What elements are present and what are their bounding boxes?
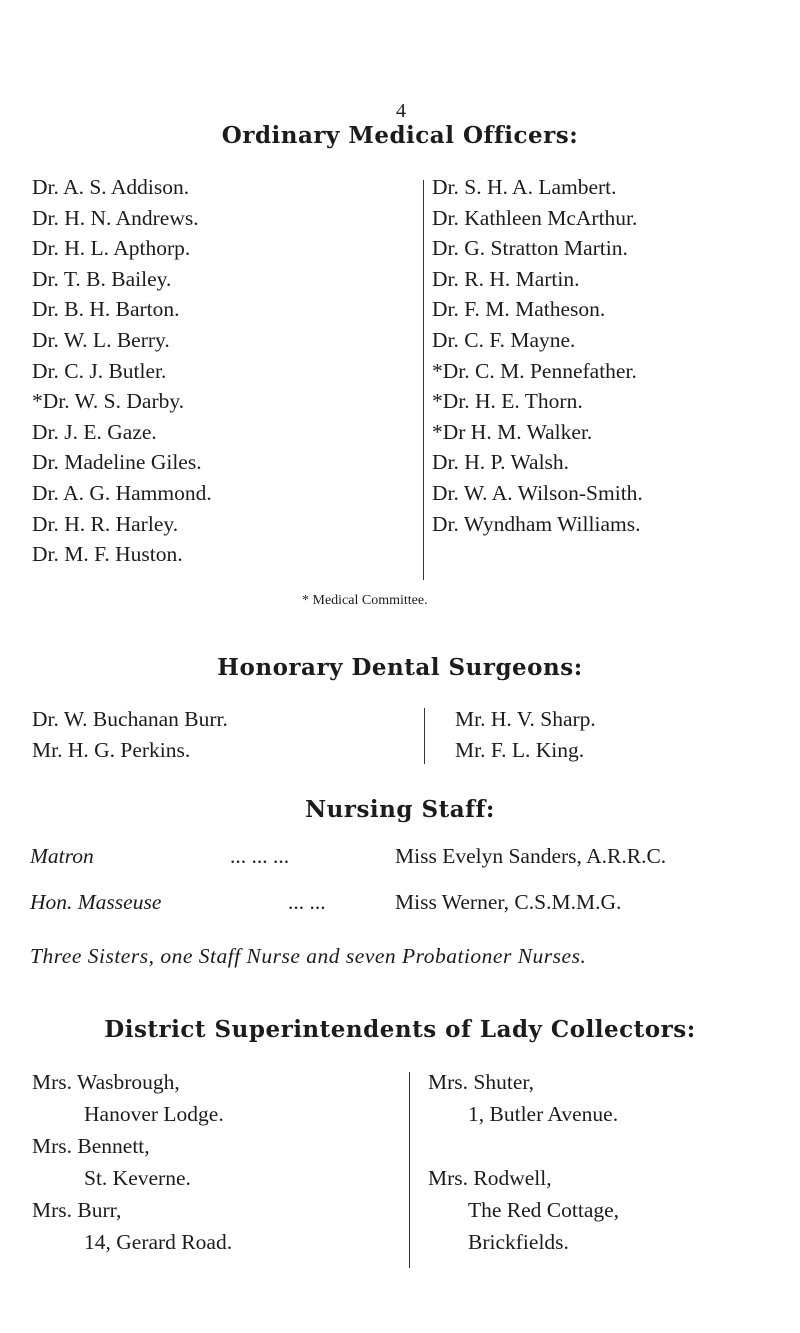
collector-name: Mrs. Wasbrough, [32,1070,180,1094]
surgeon-name: Mr. H. G. Perkins. [32,737,191,762]
medical-officers-left-column [32,172,212,570]
officer-name: Dr. F. M. Matheson. [432,297,606,322]
nursing-staff-heading: Nursing Staff: [305,796,495,823]
collector-address: Brickfields. [468,1230,569,1254]
collector-address: The Red Cottage, [468,1198,620,1222]
dental-surgeons-left-column [32,704,228,765]
medical-committee-footnote: * Medical Committee. [302,593,428,608]
masseuse-row [30,890,161,915]
officer-name: Dr. H. P. Walsh. [432,450,570,475]
officer-name: Dr. T. B. Bailey. [32,266,172,291]
column-divider [409,1072,410,1268]
officer-name: *Dr. H. E. Thorn. [432,389,583,414]
collector-name: Mrs. Shuter, [428,1070,535,1094]
matron-role: Matron [30,844,94,868]
officer-name: Dr. H. L. Apthorp. [32,236,191,261]
masseuse-name: Miss Werner, C.S.M.M.G. [395,890,622,914]
officer-name: Dr. C. J. Butler. [32,358,167,383]
collectors-heading: District Superintendents of Lady Collectors: [104,1016,696,1043]
column-divider [423,180,424,580]
medical-officers-heading: Ordinary Medical Officers: [221,122,579,149]
officer-name: Dr. A. S. Addison. [32,175,190,199]
collector-address: St. Keverne. [84,1166,191,1190]
collector-address: 1, Butler Avenue. [468,1102,619,1126]
officer-name: *Dr H. M. Walker. [432,419,593,444]
collectors-left-column [32,1066,232,1258]
nursing-summary: Three Sisters, one Staff Nurse and seven Probationer Nurses. [30,944,587,968]
officer-name: Dr. M. F. Huston. [32,542,183,567]
officer-name: Dr. H. N. Andrews. [32,205,199,230]
surgeon-name: Mr. F. L. King. [455,737,585,762]
surgeon-name: Dr. W. Buchanan Burr. [32,707,228,731]
masseuse-dots: ... ... [288,890,326,914]
page-number: 4 [396,100,406,122]
officer-name: Dr. W. A. Wilson-Smith. [432,480,643,505]
matron-name: Miss Evelyn Sanders, A.R.R.C. [395,844,667,868]
officer-name: Dr. Kathleen McArthur. [432,205,638,230]
matron-row [30,844,94,869]
officer-name: Dr. Madeline Giles. [32,450,202,475]
masseuse-role: Hon. Masseuse [30,890,162,914]
medical-officers-right-column [432,172,643,539]
officer-name: Dr. A. G. Hammond. [32,480,212,505]
collector-address: Hanover Lodge. [84,1102,224,1126]
collector-name: Mrs. Rodwell, [428,1166,552,1190]
officer-name: Dr. G. Stratton Martin. [432,236,628,261]
officer-name: Dr. W. L. Berry. [32,327,170,352]
officer-name: Dr. Wyndham Williams. [432,511,641,536]
dental-surgeons-right-column [455,704,596,765]
matron-dots: ... ... ... [230,844,290,868]
officer-name: *Dr. W. S. Darby. [32,389,185,414]
officer-name: *Dr. C. M. Pennefather. [432,358,637,383]
collectors-right-column [428,1066,619,1258]
collector-address: 14, Gerard Road. [84,1230,233,1254]
column-divider [424,708,425,764]
collector-name: Mrs. Bennett, [32,1134,150,1158]
collector-name: Mrs. Burr, [32,1198,122,1222]
officer-name: Dr. B. H. Barton. [32,297,180,322]
dental-surgeons-heading: Honorary Dental Surgeons: [217,654,583,681]
officer-name: Dr. R. H. Martin. [432,266,580,291]
officer-name: Dr. H. R. Harley. [32,511,179,536]
surgeon-name: Mr. H. V. Sharp. [455,707,596,731]
officer-name: Dr. S. H. A. Lambert. [432,175,617,199]
officer-name: Dr. C. F. Mayne. [432,327,576,352]
officer-name: Dr. J. E. Gaze. [32,419,157,444]
